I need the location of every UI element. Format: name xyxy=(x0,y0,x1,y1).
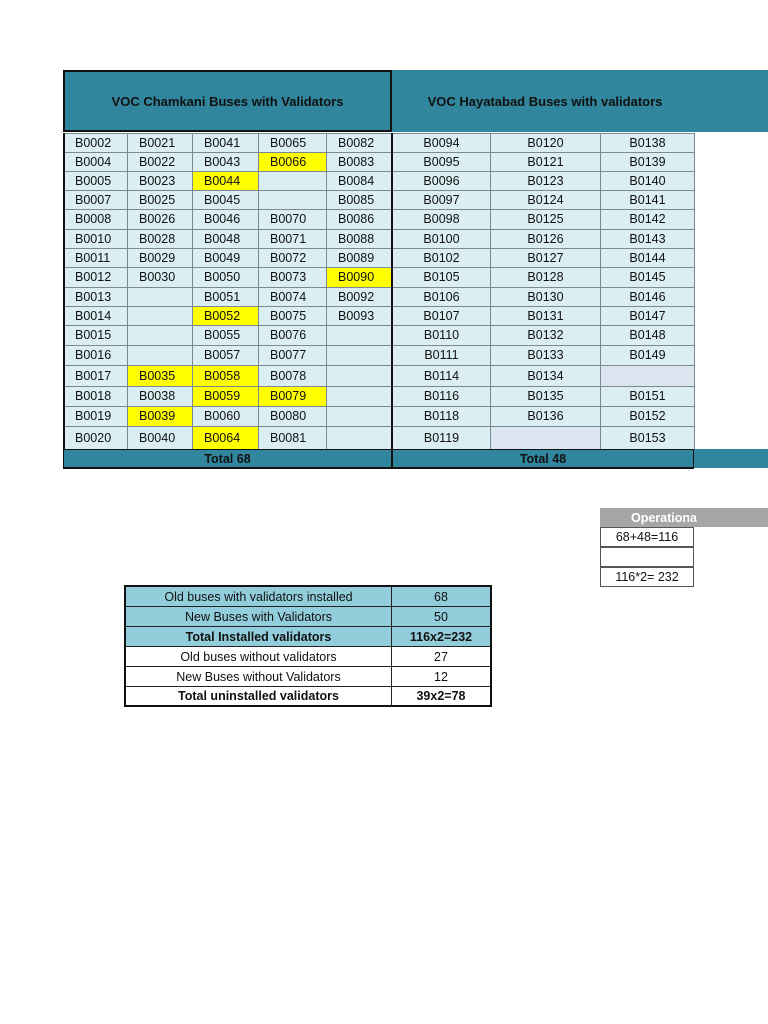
hayatabad-bus-cell[interactable]: B0132 xyxy=(490,325,601,346)
hayatabad-bus-cell[interactable]: B0126 xyxy=(490,229,601,249)
operational-header xyxy=(600,508,768,527)
hayatabad-bus-cell[interactable] xyxy=(490,426,601,450)
chamkani-bus-cell[interactable]: B0039 xyxy=(127,406,193,427)
summary-value: 27 xyxy=(391,646,491,667)
chamkani-bus-cell[interactable]: B0002 xyxy=(63,133,128,153)
hayatabad-bus-cell[interactable]: B0121 xyxy=(490,152,601,172)
chamkani-bus-cell[interactable]: B0074 xyxy=(258,287,327,307)
chamkani-bus-cell[interactable]: B0045 xyxy=(192,190,259,210)
hayatabad-bus-cell[interactable]: B0138 xyxy=(600,133,695,153)
hayatabad-bus-cell[interactable]: B0125 xyxy=(490,209,601,230)
hayatabad-bus-cell[interactable]: B0118 xyxy=(392,406,491,427)
summary-value: 12 xyxy=(391,666,491,687)
chamkani-bus-cell[interactable]: B0029 xyxy=(127,248,193,268)
chamkani-bus-cell[interactable]: B0084 xyxy=(326,171,393,191)
chamkani-bus-cell[interactable]: B0016 xyxy=(63,345,128,366)
hayatabad-bus-cell[interactable]: B0134 xyxy=(490,365,601,387)
hayatabad-bus-cell[interactable]: B0123 xyxy=(490,171,601,191)
chamkani-bus-cell[interactable]: B0089 xyxy=(326,248,393,268)
chamkani-bus-cell[interactable]: B0004 xyxy=(63,152,128,172)
hayatabad-bus-cell[interactable]: B0116 xyxy=(392,386,491,407)
hayatabad-bus-cell[interactable]: B0095 xyxy=(392,152,491,172)
operational-row xyxy=(600,547,694,567)
chamkani-bus-cell[interactable] xyxy=(127,306,193,326)
hayatabad-bus-cell[interactable]: B0106 xyxy=(392,287,491,307)
hayatabad-bus-cell[interactable] xyxy=(600,365,695,387)
hayatabad-bus-cell[interactable]: B0145 xyxy=(600,267,695,288)
hayatabad-bus-cell[interactable]: B0135 xyxy=(490,386,601,407)
hayatabad-bus-cell[interactable]: B0100 xyxy=(392,229,491,249)
hayatabad-bus-cell[interactable]: B0141 xyxy=(600,190,695,210)
chamkani-bus-cell[interactable]: B0076 xyxy=(258,325,327,346)
chamkani-bus-cell[interactable]: B0055 xyxy=(192,325,259,346)
chamkani-bus-cell[interactable]: B0018 xyxy=(63,386,128,407)
chamkani-bus-cell[interactable]: B0066 xyxy=(258,152,327,172)
chamkani-total-label: Total 68 xyxy=(204,451,251,466)
chamkani-title: VOC Chamkani Buses with Validators xyxy=(111,93,344,109)
chamkani-bus-cell[interactable]: B0085 xyxy=(326,190,393,210)
summary-label: Old buses with validators installed xyxy=(125,586,392,607)
hayatabad-bus-cell[interactable]: B0148 xyxy=(600,325,695,346)
chamkani-bus-cell[interactable]: B0023 xyxy=(127,171,193,191)
hayatabad-bus-cell[interactable]: B0097 xyxy=(392,190,491,210)
summary-value: 39x2=78 xyxy=(391,686,491,706)
chamkani-bus-cell[interactable]: B0059 xyxy=(192,386,259,407)
chamkani-bus-cell[interactable]: B0086 xyxy=(326,209,393,230)
hayatabad-bus-cell[interactable]: B0140 xyxy=(600,171,695,191)
summary-value: 50 xyxy=(391,606,491,627)
chamkani-bus-cell[interactable]: B0041 xyxy=(192,133,259,153)
chamkani-bus-cell[interactable]: B0040 xyxy=(127,426,193,450)
summary-label: Old buses without validators xyxy=(125,646,392,667)
hayatabad-total-label: Total 48 xyxy=(519,451,567,466)
chamkani-bus-cell[interactable]: B0058 xyxy=(192,365,259,387)
chamkani-bus-cell[interactable]: B0049 xyxy=(192,248,259,268)
hayatabad-bus-cell[interactable]: B0102 xyxy=(392,248,491,268)
hayatabad-bus-cell[interactable]: B0146 xyxy=(600,287,695,307)
chamkani-bus-cell[interactable]: B0044 xyxy=(192,171,259,191)
chamkani-bus-cell[interactable] xyxy=(258,171,327,191)
chamkani-bus-cell[interactable]: B0011 xyxy=(63,248,128,268)
hayatabad-bus-cell[interactable]: B0136 xyxy=(490,406,601,427)
hayatabad-bus-cell[interactable]: B0153 xyxy=(600,426,695,450)
hayatabad-bus-cell[interactable]: B0128 xyxy=(490,267,601,288)
chamkani-bus-cell[interactable]: B0019 xyxy=(63,406,128,427)
chamkani-bus-cell[interactable]: B0013 xyxy=(63,287,128,307)
hayatabad-bus-cell[interactable]: B0130 xyxy=(490,287,601,307)
table-left-border xyxy=(63,133,65,469)
summary-label: New Buses with Validators xyxy=(125,606,392,627)
chamkani-bus-cell[interactable]: B0038 xyxy=(127,386,193,407)
chamkani-total-row xyxy=(63,449,392,469)
chamkani-header xyxy=(63,70,392,132)
chamkani-bus-cell[interactable]: B0008 xyxy=(63,209,128,230)
chamkani-bus-cell[interactable]: B0071 xyxy=(258,229,327,249)
chamkani-bus-cell[interactable] xyxy=(326,345,393,366)
operational-value: 68+48=116 xyxy=(615,530,679,544)
summary-value: 116x2=232 xyxy=(391,626,491,647)
chamkani-bus-cell[interactable]: B0070 xyxy=(258,209,327,230)
chamkani-bus-cell[interactable]: B0025 xyxy=(127,190,193,210)
chamkani-bus-cell[interactable]: B0005 xyxy=(63,171,128,191)
chamkani-bus-cell[interactable]: B0010 xyxy=(63,229,128,249)
chamkani-bus-cell[interactable]: B0081 xyxy=(258,426,327,450)
hayatabad-bus-cell[interactable]: B0133 xyxy=(490,345,601,366)
chamkani-bus-cell[interactable]: B0075 xyxy=(258,306,327,326)
chamkani-bus-cell[interactable] xyxy=(326,325,393,346)
chamkani-bus-cell[interactable]: B0083 xyxy=(326,152,393,172)
chamkani-bus-cell[interactable] xyxy=(326,406,393,427)
chamkani-bus-cell[interactable]: B0007 xyxy=(63,190,128,210)
hayatabad-bus-cell[interactable]: B0151 xyxy=(600,386,695,407)
hayatabad-bus-cell[interactable]: B0142 xyxy=(600,209,695,230)
chamkani-bus-cell[interactable]: B0015 xyxy=(63,325,128,346)
summary-value: 68 xyxy=(391,586,491,607)
chamkani-bus-cell[interactable]: B0093 xyxy=(326,306,393,326)
summary-label: Total Installed validators xyxy=(125,626,392,647)
chamkani-bus-cell[interactable]: B0026 xyxy=(127,209,193,230)
chamkani-bus-cell[interactable]: B0077 xyxy=(258,345,327,366)
chamkani-bus-cell[interactable]: B0028 xyxy=(127,229,193,249)
chamkani-bus-cell[interactable]: B0090 xyxy=(326,267,393,288)
chamkani-bus-cell[interactable]: B0014 xyxy=(63,306,128,326)
chamkani-bus-cell[interactable] xyxy=(127,325,193,346)
operational-value: 116*2= 232 xyxy=(615,570,679,584)
chamkani-bus-cell[interactable]: B0035 xyxy=(127,365,193,387)
hayatabad-bus-cell[interactable]: B0120 xyxy=(490,133,601,153)
chamkani-bus-cell[interactable]: B0051 xyxy=(192,287,259,307)
hayatabad-bus-cell[interactable]: B0114 xyxy=(392,365,491,387)
chamkani-bus-cell[interactable] xyxy=(127,345,193,366)
chamkani-bus-cell[interactable]: B0021 xyxy=(127,133,193,153)
hayatabad-bus-cell[interactable]: B0094 xyxy=(392,133,491,153)
chamkani-bus-cell[interactable]: B0082 xyxy=(326,133,393,153)
chamkani-bus-cell[interactable]: B0017 xyxy=(63,365,128,387)
chamkani-bus-cell[interactable] xyxy=(326,365,393,387)
chamkani-bus-cell[interactable] xyxy=(258,190,327,210)
hayatabad-bus-cell[interactable]: B0096 xyxy=(392,171,491,191)
hayatabad-bus-cell[interactable]: B0105 xyxy=(392,267,491,288)
chamkani-bus-cell[interactable]: B0080 xyxy=(258,406,327,427)
operational-row xyxy=(600,567,694,587)
chamkani-bus-cell[interactable] xyxy=(326,426,393,450)
chamkani-bus-cell[interactable]: B0022 xyxy=(127,152,193,172)
chamkani-bus-cell[interactable]: B0064 xyxy=(192,426,259,450)
chamkani-bus-cell[interactable]: B0048 xyxy=(192,229,259,249)
chamkani-bus-cell[interactable]: B0079 xyxy=(258,386,327,407)
chamkani-bus-cell[interactable]: B0050 xyxy=(192,267,259,288)
hayatabad-total-extension xyxy=(694,449,768,468)
hayatabad-bus-cell[interactable]: B0107 xyxy=(392,306,491,326)
hayatabad-title: VOC Hayatabad Buses with validators xyxy=(427,94,663,109)
hayatabad-bus-cell[interactable]: B0111 xyxy=(392,345,491,366)
operational-header-label: Operationa xyxy=(631,510,697,525)
chamkani-bus-cell[interactable] xyxy=(127,287,193,307)
hayatabad-bus-cell[interactable]: B0139 xyxy=(600,152,695,172)
chamkani-bus-cell[interactable]: B0065 xyxy=(258,133,327,153)
chamkani-bus-cell[interactable]: B0092 xyxy=(326,287,393,307)
hayatabad-bus-cell[interactable]: B0143 xyxy=(600,229,695,249)
hayatabad-bus-cell[interactable]: B0110 xyxy=(392,325,491,346)
summary-label: New Buses without Validators xyxy=(125,666,392,687)
chamkani-bus-cell[interactable]: B0052 xyxy=(192,306,259,326)
hayatabad-bus-cell[interactable]: B0144 xyxy=(600,248,695,268)
hayatabad-bus-cell[interactable]: B0152 xyxy=(600,406,695,427)
hayatabad-bus-cell[interactable]: B0124 xyxy=(490,190,601,210)
hayatabad-total-row xyxy=(392,449,694,469)
chamkani-bus-cell[interactable]: B0043 xyxy=(192,152,259,172)
chamkani-bus-cell[interactable]: B0020 xyxy=(63,426,128,450)
hayatabad-bus-cell[interactable]: B0147 xyxy=(600,306,695,326)
chamkani-bus-cell[interactable]: B0030 xyxy=(127,267,193,288)
hayatabad-bus-cell[interactable]: B0098 xyxy=(392,209,491,230)
chamkani-bus-cell[interactable]: B0072 xyxy=(258,248,327,268)
hayatabad-bus-cell[interactable]: B0149 xyxy=(600,345,695,366)
hayatabad-header xyxy=(392,70,768,132)
chamkani-bus-cell[interactable]: B0046 xyxy=(192,209,259,230)
hayatabad-bus-cell[interactable]: B0119 xyxy=(392,426,491,450)
chamkani-bus-cell[interactable] xyxy=(326,386,393,407)
chamkani-bus-cell[interactable]: B0088 xyxy=(326,229,393,249)
chamkani-bus-cell[interactable]: B0078 xyxy=(258,365,327,387)
summary-label: Total uninstalled validators xyxy=(125,686,392,706)
hayatabad-bus-cell[interactable]: B0127 xyxy=(490,248,601,268)
section-divider xyxy=(391,133,393,469)
operational-row xyxy=(600,527,694,547)
chamkani-bus-cell[interactable]: B0073 xyxy=(258,267,327,288)
chamkani-bus-cell[interactable]: B0057 xyxy=(192,345,259,366)
chamkani-bus-cell[interactable]: B0012 xyxy=(63,267,128,288)
chamkani-bus-cell[interactable]: B0060 xyxy=(192,406,259,427)
hayatabad-bus-cell[interactable]: B0131 xyxy=(490,306,601,326)
